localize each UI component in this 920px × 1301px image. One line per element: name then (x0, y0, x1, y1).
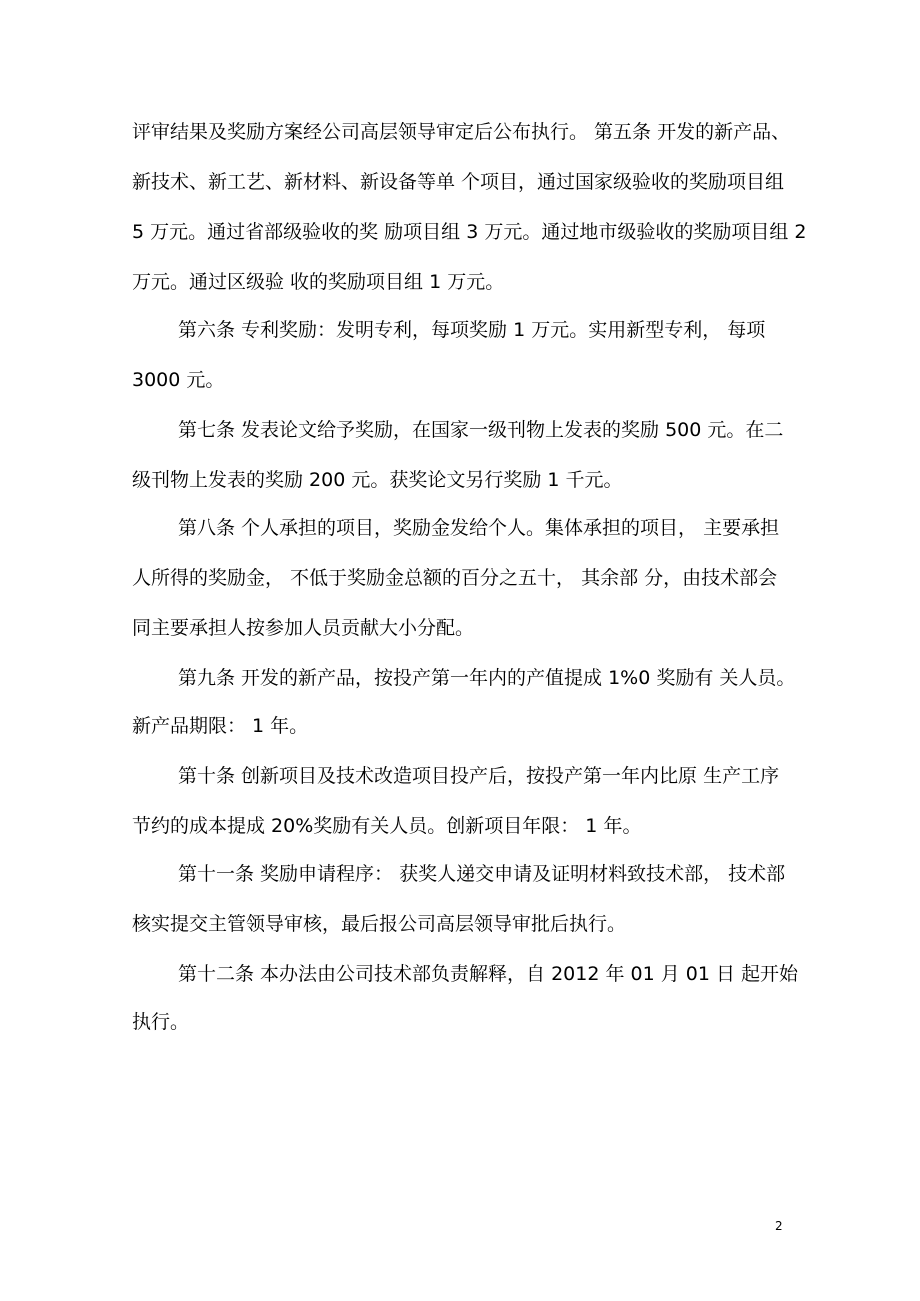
text-line: 第十条 创新项目及技术改造项目投产后，按投产第一年内比原 生产工序 (178, 765, 780, 787)
page-number: 2 (775, 1219, 783, 1233)
text-line: 新产品期限： 1 年。 (132, 715, 309, 737)
text-line: 第七条 发表论文给予奖励，在国家一级刊物上发表的奖励 500 元。在二 (178, 419, 784, 441)
text-line: 新技术、新工艺、新材料、新设备等单 个项目，通过国家级验收的奖励项目组 (132, 171, 785, 193)
text-line: 3000 元。 (132, 369, 225, 391)
text-line: 第九条 开发的新产品，按投产第一年内的产值提成 1%0 奖励有 关人员。 (178, 667, 796, 689)
text-line: 执行。 (132, 1011, 190, 1033)
text-line: 节约的成本提成 20%奖励有关人员。创新项目年限： 1 年。 (132, 815, 642, 837)
text-line: 级刊物上发表的奖励 200 元。获奖论文另行奖励 1 千元。 (132, 469, 623, 491)
text-line: 评审结果及奖励方案经公司高层领导审定后公布执行。 第五条 开发的新产品、 (132, 121, 791, 143)
text-line: 核实提交主管领导审核，最后报公司高层领导审批后执行。 (132, 913, 627, 935)
text-line: 人所得的奖励金， 不低于奖励金总额的百分之五十， 其余部 分，由技术部会 (132, 567, 778, 589)
text-line: 第十一条 奖励申请程序： 获奖人递交申请及证明材料致技术部， 技术部 (178, 863, 786, 885)
text-line: 第十二条 本办法由公司技术部负责解释，自 2012 年 01 月 01 日 起开始 (178, 963, 799, 985)
text-line: 第八条 个人承担的项目，奖励金发给个人。集体承担的项目， 主要承担 (178, 517, 780, 539)
text-line: 5 万元。通过省部级验收的奖 励项目组 3 万元。通过地市级验收的奖励项目组 2 (132, 221, 807, 243)
text-line: 万元。通过区级验 收的奖励项目组 1 万元。 (132, 271, 505, 293)
text-line: 同主要承担人按参加人员贡献大小分配。 (132, 617, 475, 639)
text-line: 第六条 专利奖励：发明专利，每项奖励 1 万元。实用新型专利， 每项 (178, 319, 766, 341)
